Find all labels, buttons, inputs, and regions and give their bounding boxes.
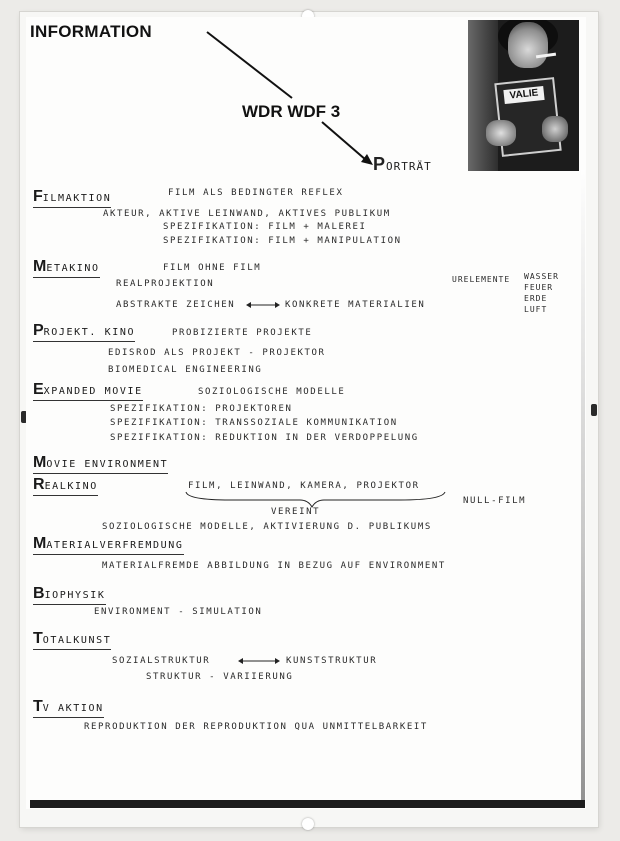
copy-edge-shadow — [581, 170, 585, 800]
section-line: ABSTRAKTE ZEICHEN — [116, 300, 236, 310]
heading-initial: E — [33, 381, 44, 398]
frame-clip-bottom — [302, 818, 314, 830]
element-item: LUFT — [524, 305, 548, 314]
heading-initial: F — [33, 188, 43, 205]
section-line: VEREINT — [271, 507, 321, 517]
heading-rest: IOPHYSIK — [44, 590, 106, 601]
section-line: STRUKTUR - VARIIERUNG — [146, 672, 294, 682]
section-heading-metakino — [33, 258, 100, 278]
section-subtitle: PROBIZIERTE PROJEKTE — [172, 328, 313, 338]
heading-rest: EALKINO — [44, 481, 98, 492]
photo-face — [508, 22, 548, 68]
section-line: SPEZIFIKATION: PROJEKTOREN — [110, 404, 293, 414]
heading-rest: V AKTION — [42, 703, 104, 714]
section-line: SOZIOLOGISCHE MODELLE, AKTIVIERUNG D. PUBLIKUMS — [102, 522, 432, 532]
copy-edge-bar — [30, 800, 585, 808]
section-line: KONKRETE MATERIALIEN — [285, 300, 426, 310]
heading-rest: OVIE ENVIRONMENT — [46, 459, 169, 470]
photo-highlight — [468, 20, 498, 171]
element-item: WASSER — [524, 272, 559, 281]
section-line: SPEZIFIKATION: FILM + MANIPULATION — [163, 236, 402, 246]
section-line: EDISROD ALS PROJEKT - PROJEKTOR — [108, 348, 326, 358]
film-box-label: VALIE — [503, 86, 544, 104]
section-heading-movie-environment — [33, 454, 168, 474]
section-heading-tv-aktion — [33, 698, 104, 718]
title-information: INFORMATION — [30, 22, 152, 41]
heading-rest: OTALKUNST — [42, 635, 112, 646]
heading-initial: M — [33, 454, 47, 471]
section-line: BIOMEDICAL ENGINEERING — [108, 365, 263, 375]
element-item: ERDE — [524, 294, 548, 303]
title-wdr: WDR WDF 3 — [242, 102, 341, 121]
heading-initial: P — [33, 322, 44, 339]
artist-photo — [468, 20, 579, 171]
section-line: SPEZIFIKATION: FILM + MALEREI — [163, 222, 367, 232]
section-line: SPEZIFIKATION: TRANSSOZIALE KOMMUNIKATION — [110, 418, 398, 428]
heading-initial: M — [33, 258, 47, 275]
portrait-rest: ORTRÄT — [386, 160, 432, 173]
heading-rest: ILMAKTION — [42, 193, 112, 204]
element-item: FEUER — [524, 283, 554, 292]
photo-hand-right — [542, 116, 568, 142]
portrait-label — [373, 154, 432, 175]
heading-rest: ATERIALVERFREMDUNG — [46, 540, 184, 551]
portrait-initial: P — [373, 154, 387, 174]
null-film-label: NULL-FILM — [463, 496, 527, 506]
photo-hand-left — [486, 120, 516, 146]
section-heading-projekt-kino — [33, 322, 135, 342]
section-subtitle: FILM OHNE FILM — [163, 263, 262, 273]
section-subtitle: FILM, LEINWAND, KAMERA, PROJEKTOR — [188, 481, 420, 491]
section-heading-expanded-movie — [33, 381, 143, 401]
section-heading-filmaktion — [33, 188, 111, 208]
heading-initial: R — [33, 476, 45, 493]
heading-initial: T — [33, 698, 43, 715]
heading-initial: M — [33, 535, 47, 552]
section-line: ENVIRONMENT - SIMULATION — [94, 607, 263, 617]
frame-clip-right — [591, 404, 597, 416]
section-heading-materialverfremdung — [33, 535, 184, 555]
section-heading-realkino — [33, 476, 98, 496]
section-line: KUNSTSTRUKTUR — [286, 656, 378, 666]
heading-rest: ROJEKT. KINO — [43, 327, 136, 338]
heading-initial: B — [33, 585, 45, 602]
heading-rest: XPANDED MOVIE — [43, 386, 143, 397]
heading-initial: T — [33, 630, 43, 647]
section-heading-totalkunst — [33, 630, 111, 650]
section-heading-biophysik — [33, 585, 106, 605]
section-subtitle: FILM ALS BEDINGTER REFLEX — [168, 188, 344, 198]
section-line: REPRODUKTION DER REPRODUKTION QUA UNMITTELBARKEIT — [84, 722, 428, 732]
section-line: AKTEUR, AKTIVE LEINWAND, AKTIVES PUBLIKUM — [103, 209, 391, 219]
heading-rest: ETAKINO — [46, 263, 100, 274]
section-subtitle: SOZIOLOGISCHE MODELLE — [198, 387, 346, 397]
section-line: SOZIALSTRUKTUR — [112, 656, 211, 666]
urelemente-label: URELEMENTE — [452, 275, 511, 284]
section-line: MATERIALFREMDE ABBILDUNG IN BEZUG AUF ENVIRONMENT — [102, 561, 446, 571]
section-line: SPEZIFIKATION: REDUKTION IN DER VERDOPPELUNG — [110, 433, 419, 443]
section-line: REALPROJEKTION — [116, 279, 215, 289]
